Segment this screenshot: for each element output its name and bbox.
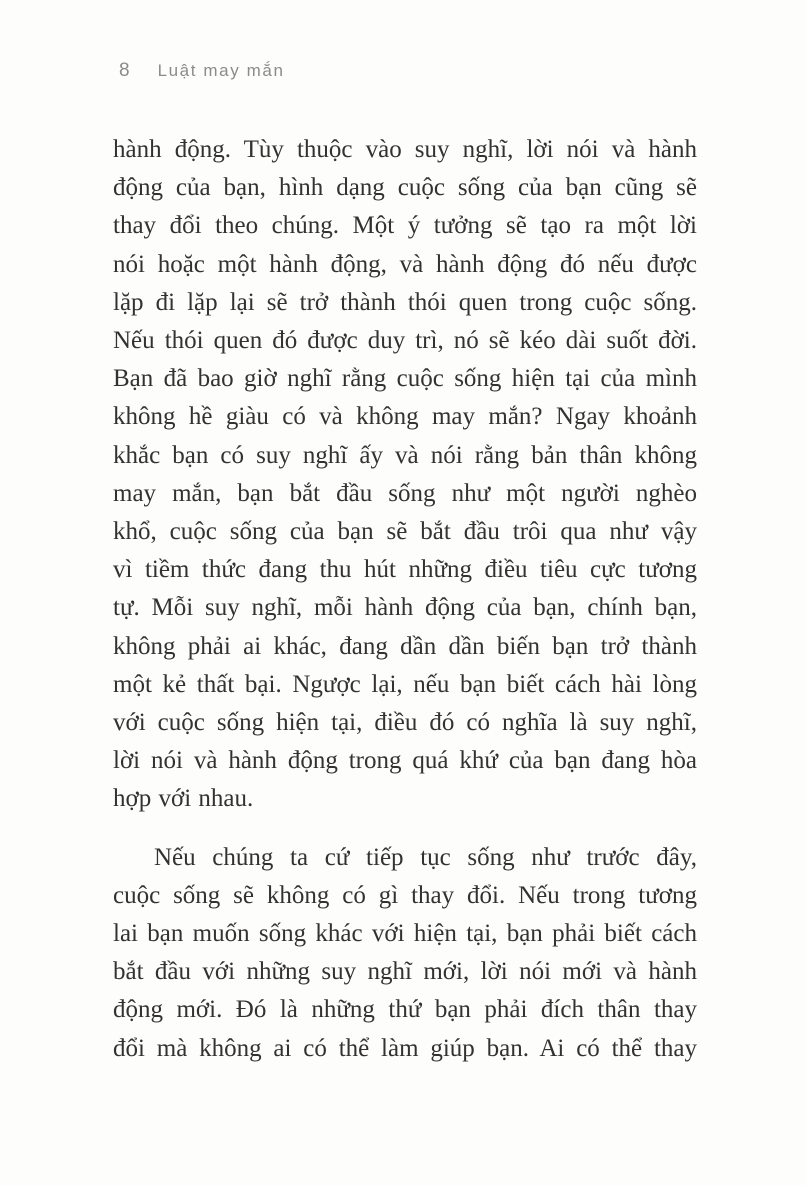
text-line: hợp với nhau.	[113, 785, 254, 813]
text-line: cuộc sống sẽ không có gì thay đổi. Nếu trong tương	[113, 881, 697, 909]
paragraph	[113, 131, 697, 819]
paragraph	[113, 839, 697, 1068]
text-line: đổi mà không ai có thể làm giúp bạn. Ai có thể thay	[113, 1034, 697, 1062]
text-line: Nếu thói quen đó được duy trì, nó sẽ kéo dài suốt đời.	[113, 327, 697, 355]
text-line: vì tiềm thức đang thu hút những điều tiêu cực tương	[113, 556, 697, 584]
text-line: khổ, cuộc sống của bạn sẽ bắt đầu trôi qua như vậy	[113, 518, 697, 546]
text-line: Bạn đã bao giờ nghĩ rằng cuộc sống hiện tại của mình	[113, 365, 697, 393]
text-line: Nếu chúng ta cứ tiếp tục sống như trước đây,	[154, 843, 697, 871]
text-line: lời nói và hành động trong quá khứ của bạn đang hòa	[113, 747, 697, 775]
text-line: không hề giàu có và không may mắn? Ngay khoảnh	[113, 403, 697, 431]
text-line: động của bạn, hình dạng cuộc sống của bạn cũng sẽ	[113, 174, 697, 202]
text-line: nói hoặc một hành động, và hành động đó nếu được	[113, 250, 697, 278]
text-block	[113, 131, 697, 1068]
text-line: tự. Mỗi suy nghĩ, mỗi hành động của bạn, chính bạn,	[113, 594, 697, 622]
text-line: thay đổi theo chúng. Một ý tưởng sẽ tạo ra một lời	[113, 212, 697, 240]
text-line: lặp đi lặp lại sẽ trở thành thói quen trong cuộc sống.	[113, 288, 697, 316]
text-line: lai bạn muốn sống khác với hiện tại, bạn phải biết cách	[113, 920, 697, 948]
text-line: bắt đầu với những suy nghĩ mới, lời nói mới và hành	[113, 958, 697, 986]
text-line: may mắn, bạn bắt đầu sống như một người nghèo	[113, 479, 697, 507]
running-header	[119, 60, 285, 82]
running-title: Luật may mắn	[157, 61, 285, 80]
text-line: khắc bạn có suy nghĩ ấy và nói rằng bản thân không	[113, 441, 697, 469]
text-line: với cuộc sống hiện tại, điều đó có nghĩa là suy nghĩ,	[113, 709, 697, 737]
text-line: động mới. Đó là những thứ bạn phải đích thân thay	[113, 996, 697, 1024]
text-line: không phải ai khác, đang dần dần biến bạn trở thành	[113, 632, 697, 660]
page-number: 8	[119, 60, 131, 81]
text-line: một kẻ thất bại. Ngược lại, nếu bạn biết cách hài lòng	[113, 670, 697, 698]
text-line: hành động. Tùy thuộc vào suy nghĩ, lời nói và hành	[113, 136, 697, 163]
